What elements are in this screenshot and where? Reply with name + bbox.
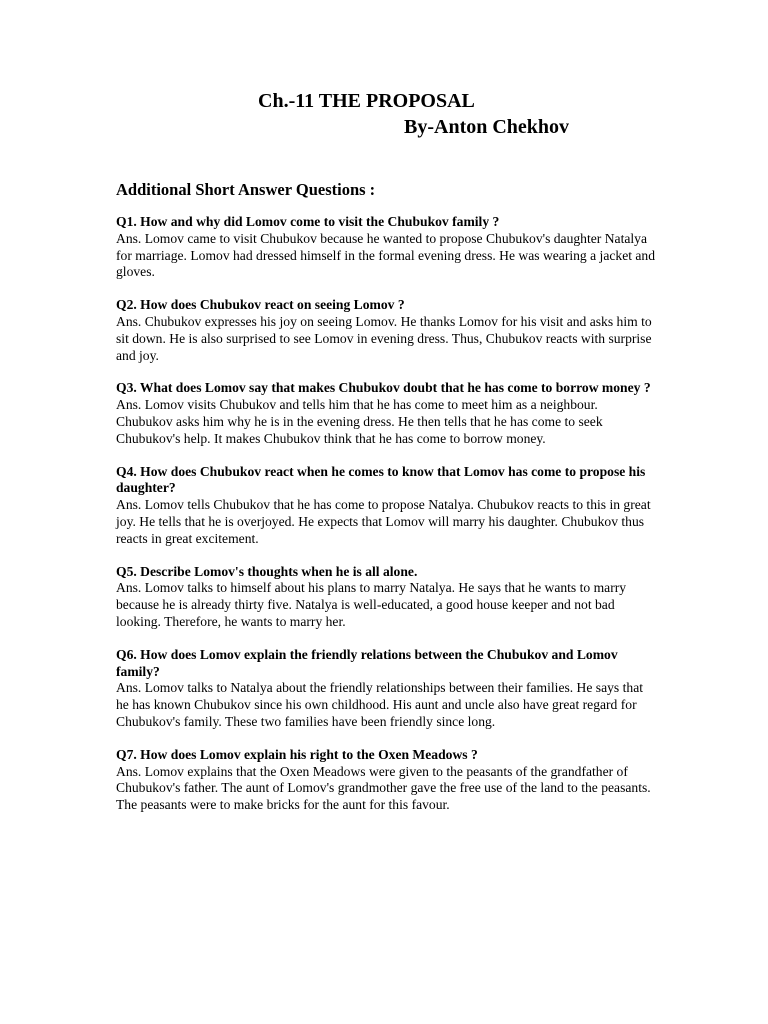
qa-item-6 <box>116 647 656 731</box>
question-text: Q3. What does Lomov say that makes Chubukov doubt that he has come to borrow money ? <box>116 380 651 396</box>
answer-text: Ans. Lomov came to visit Chubukov because he wanted to propose Chubukov's daughter Natalya for marriage. Lomov had dressed himself in the formal evening dress. He was wearing a jacket and gloves. <box>116 230 656 280</box>
qa-item-1 <box>116 214 656 281</box>
answer-text: Ans. Lomov visits Chubukov and tells him that he has come to meet him as a neighbour. Chubukov asks him why he is in the evening dress. He then tells that he has come to seek Chubukov's help. It makes Chubukov think that he has come to borrow money. <box>116 397 603 446</box>
question-text: Q1. How and why did Lomov come to visit the Chubukov family ? <box>116 214 500 229</box>
qa-item-3 <box>116 380 656 447</box>
qa-item-5 <box>116 564 656 631</box>
qa-item-2 <box>116 297 656 364</box>
question-list <box>116 214 656 830</box>
qa-item-7 <box>116 747 656 814</box>
answer-text: Ans. Lomov talks to himself about his plans to marry Natalya. He says that he wants to marry because he is already thirty five. Natalya is well-educated, a good house keeper and not bad looking. Therefore, he wants to marry her. <box>116 580 627 629</box>
question-text: Q7. How does Lomov explain his right to the Oxen Meadows ? <box>116 746 478 762</box>
author-line: By-Anton Chekhov <box>404 116 570 138</box>
answer-text: Ans. Lomov talks to Natalya about the friendly relationships between their families. He says that he has known Chubukov since his own childhood. His aunt and uncle also have great regard for Chubukov's family. These two families have been friendly since long. <box>116 680 644 729</box>
section-heading: Additional Short Answer Questions : <box>116 180 376 199</box>
answer-text: Ans. Chubukov expresses his joy on seeing Lomov. He thanks Lomov for his visit and asks him to sit down. He is also surprised to see Lomov in evening dress. Thus, Chubukov reacts with surprise and joy. <box>116 313 652 363</box>
question-text: Q5. Describe Lomov's thoughts when he is all alone. <box>116 563 418 579</box>
qa-item-4 <box>116 464 656 548</box>
answer-text: Ans. Lomov tells Chubukov that he has come to propose Natalya. Chubukov reacts to this in great joy. He tells that he is overjoyed. He expects that Lomov will marry his daughter. Chubukov thus reacts in great excitement. <box>116 497 651 546</box>
question-text: Q6. How does Lomov explain the friendly relations between the Chubukov and Lomov family? <box>116 646 618 679</box>
question-text: Q4. How does Chubukov react when he comes to know that Lomov has come to propose his daughter? <box>116 463 646 496</box>
answer-text: Ans. Lomov explains that the Oxen Meadows were given to the peasants of the grandfather of Chubukov's father. The aunt of Lomov's grandmother gave the free use of the land to the peasants. The peasants were to make bricks for the aunt for this favour. <box>116 763 651 813</box>
chapter-title: Ch.-11 THE PROPOSAL <box>258 90 475 112</box>
question-text: Q2. How does Chubukov react on seeing Lomov ? <box>116 297 405 313</box>
